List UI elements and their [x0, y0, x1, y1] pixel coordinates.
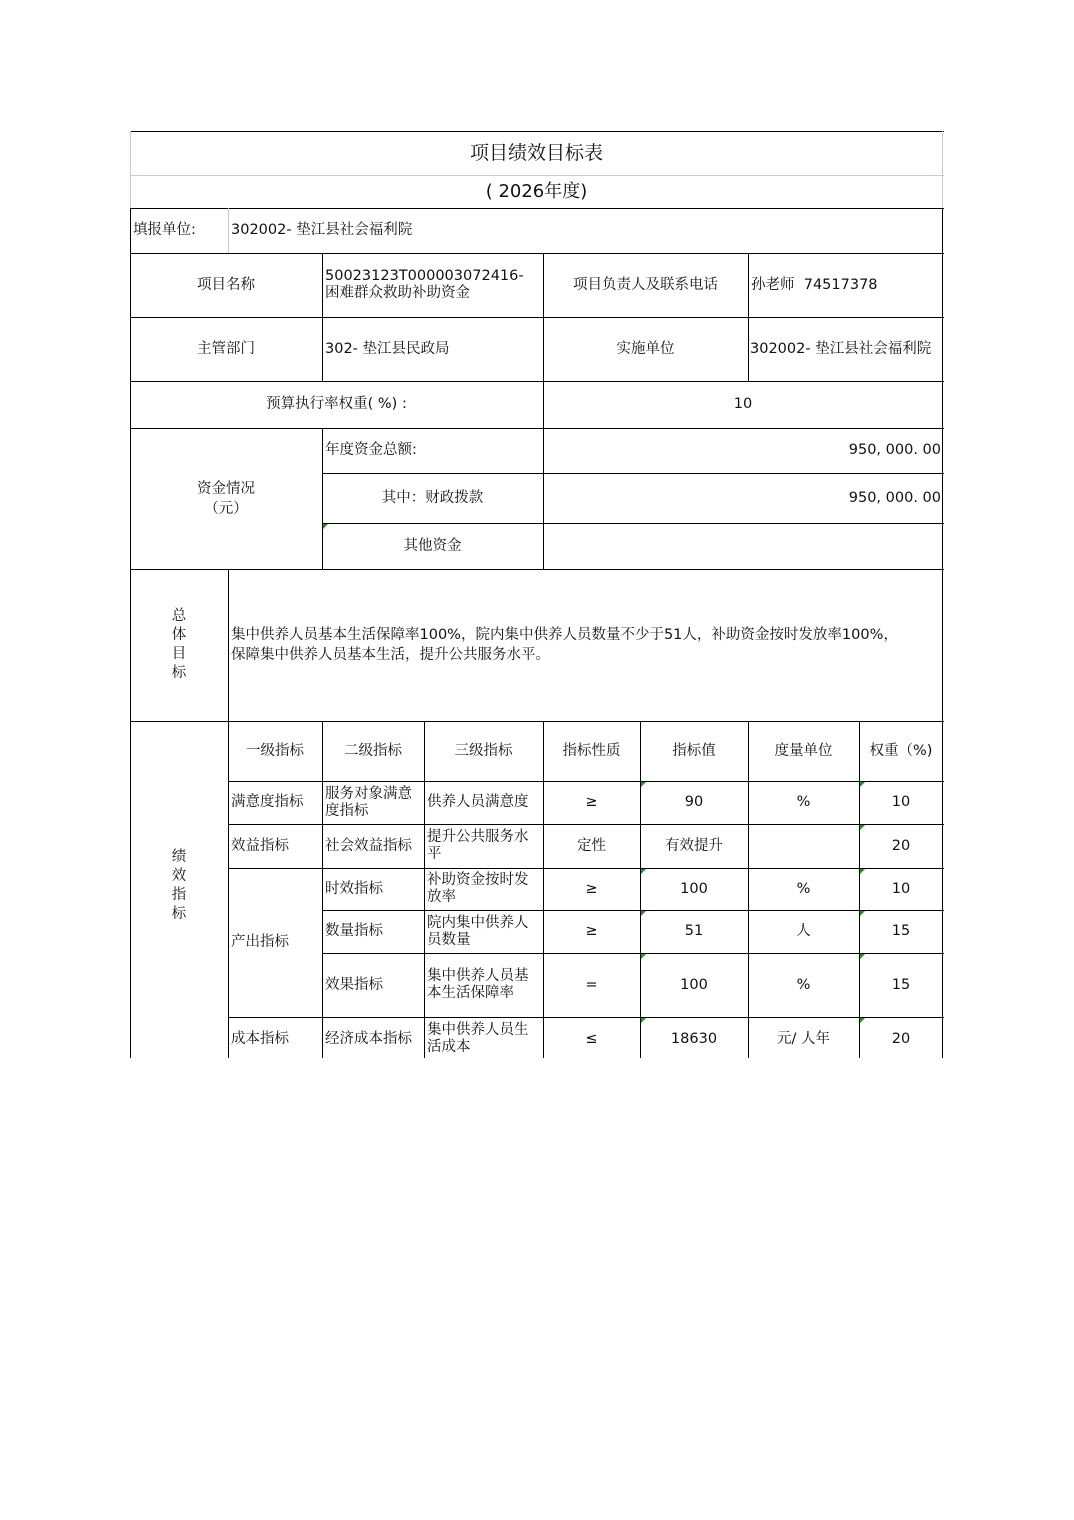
grid-line [228, 569, 229, 1058]
level2-cell: 经济成本指标 [325, 1030, 412, 1047]
cell-comment-marker [641, 954, 646, 959]
cell-comment-marker [641, 911, 646, 916]
weight-cell: 15 [891, 976, 911, 993]
impl-unit-value: 302002- 垫江县社会福利院 [750, 340, 932, 357]
grid-line [543, 381, 544, 428]
overall-goal-char: 总 [171, 608, 187, 624]
grid-line [130, 131, 944, 132]
nature-cell: 定性 [577, 837, 606, 854]
value-cell: 18630 [670, 1030, 718, 1047]
value-cell: 100 [680, 880, 708, 897]
value-cell: 51 [684, 923, 704, 939]
header-unit: 度量单位 [774, 742, 833, 759]
funds-label-line1: 资金情况 [197, 480, 255, 497]
grid-line [322, 953, 944, 954]
overall-goal-char: 标 [171, 665, 187, 681]
value-cell: 100 [680, 976, 708, 993]
grid-line [748, 253, 749, 381]
overall-goal-label [130, 569, 228, 721]
grid-line [130, 721, 944, 722]
overall-goal-char: 目 [171, 646, 187, 662]
unit-cell: 人 [796, 923, 811, 939]
grid-line [640, 721, 641, 1058]
impl-unit-label: 实施单位 [616, 340, 675, 357]
grid-line [859, 721, 860, 1058]
grid-line [130, 208, 131, 1058]
reporting-unit-label: 填报单位: [133, 222, 196, 238]
grid-line [130, 381, 944, 382]
level1-cost: 成本指标 [231, 1030, 289, 1047]
grid-line [322, 910, 944, 911]
cell-comment-marker [860, 954, 865, 959]
level3-cell: 补助资金按时发放率 [427, 872, 529, 905]
cell-comment-marker [860, 911, 865, 916]
weight-cell: 10 [891, 794, 911, 810]
grid-line [322, 473, 944, 474]
cell-comment-marker [641, 1018, 646, 1023]
grid-line [228, 781, 944, 782]
unit-cell: % [796, 794, 811, 810]
grid-line [543, 428, 544, 569]
grid-line [130, 253, 944, 254]
header-level2: 二级指标 [344, 742, 402, 759]
level1-satisfaction: 满意度指标 [231, 794, 304, 810]
cell-comment-marker [860, 869, 865, 874]
grid-line [130, 131, 131, 208]
weight-cell: 20 [891, 837, 911, 854]
level3-cell: 提升公共服务水平 [427, 829, 529, 862]
grid-line [424, 721, 425, 1058]
cell-comment-marker [641, 782, 646, 787]
nature-cell: ≥ [585, 923, 598, 939]
indicators-label [130, 721, 228, 1061]
funds-fiscal-value: 950, 000. 00 [848, 489, 941, 506]
level1-benefit: 效益指标 [231, 837, 289, 854]
grid-line [543, 253, 544, 381]
level2-cell: 社会效益指标 [325, 837, 412, 854]
grid-line [130, 208, 944, 209]
header-level1: 一级指标 [246, 742, 304, 759]
level2-cell: 效果指标 [325, 976, 383, 993]
nature-cell: ≥ [585, 794, 598, 810]
nature-cell: ≤ [585, 1030, 598, 1047]
indicators-char: 标 [171, 906, 187, 922]
funds-other-label: 其他资金 [403, 537, 462, 554]
value-cell: 有效提升 [665, 837, 723, 854]
grid-line [942, 208, 943, 1058]
funds-other-value [543, 523, 943, 569]
weight-cell: 15 [891, 923, 911, 939]
grid-line [130, 569, 944, 570]
cell-comment-marker [323, 524, 328, 529]
funds-label-line2: （元） [204, 500, 248, 517]
indicators-char: 效 [171, 868, 187, 884]
level1-output: 产出指标 [231, 934, 289, 950]
unit-cell: 元/ 人年 [777, 1030, 830, 1047]
level3-cell: 供养人员满意度 [427, 794, 529, 810]
grid-line [228, 868, 944, 869]
grid-line [228, 1017, 944, 1018]
grid-line [322, 721, 323, 1058]
funds-total-value: 950, 000. 00 [848, 442, 941, 458]
grid-line [130, 428, 944, 429]
level3-cell: 集中供养人员基本生活保障率 [427, 968, 529, 1001]
level2-cell: 数量指标 [325, 923, 383, 939]
level3-cell: 院内集中供养人员数量 [427, 914, 529, 948]
weight-cell: 20 [891, 1030, 911, 1047]
value-cell: 90 [684, 794, 704, 810]
cell-comment-marker [860, 782, 865, 787]
level2-cell: 时效指标 [325, 880, 383, 897]
cell-comment-marker [860, 1018, 865, 1023]
dept-value: 302- 垫江县民政局 [325, 340, 450, 357]
grid-line [228, 824, 944, 825]
grid-line [228, 208, 229, 253]
header-value: 指标值 [672, 742, 716, 759]
cell-comment-marker [641, 869, 646, 874]
budget-weight-value: 10 [733, 396, 753, 412]
unit-cell [748, 824, 859, 868]
funds-total-label: 年度资金总额: [325, 442, 417, 458]
grid-line [130, 175, 944, 176]
grid-line [322, 523, 944, 524]
nature-cell: = [585, 976, 598, 993]
cell-comment-marker [860, 825, 865, 830]
grid-line [322, 253, 323, 381]
reporting-unit-value: 302002- 垫江县社会福利院 [231, 222, 413, 238]
indicators-char: 指 [171, 887, 187, 903]
funds-fiscal-label: 其中：财政拨款 [381, 489, 484, 506]
grid-line [748, 721, 749, 1058]
unit-cell: % [796, 880, 811, 897]
weight-cell: 10 [891, 880, 911, 897]
overall-goal-char: 体 [171, 627, 187, 643]
header-nature: 指标性质 [562, 742, 621, 759]
grid-line [942, 131, 943, 208]
funds-label [130, 428, 322, 569]
header-level3: 三级指标 [454, 742, 513, 759]
indicators-char: 绩 [171, 849, 187, 865]
grid-line [322, 428, 323, 569]
unit-cell: % [796, 976, 811, 993]
budget-weight-label: 预算执行率权重( %) : [266, 396, 407, 412]
project-name-value: 50023123T000003072416- 困难群众救助补助资金 [325, 268, 524, 301]
header-weight: 权重（%) [869, 742, 933, 759]
overall-goal-text: 集中供养人员基本生活保障率100%，院内集中供养人员数量不少于51人，补助资金按时发放率100%，保障集中供养人员基本生活，提升公共服务水平。 [231, 627, 898, 663]
contact-label: 项目负责人及联系电话 [573, 276, 718, 293]
year-subtitle: ( 2026年度) [485, 181, 588, 202]
page-title: 项目绩效目标表 [469, 141, 603, 164]
grid-line [543, 721, 544, 1058]
level2-cell: 服务对象满意度指标 [325, 785, 412, 819]
project-name-label: 项目名称 [197, 276, 255, 293]
nature-cell: ≥ [585, 880, 598, 897]
contact-value: 孙老师 74517378 [751, 276, 878, 293]
dept-label: 主管部门 [197, 340, 255, 357]
grid-line [130, 317, 944, 318]
level3-cell: 集中供养人员生活成本 [427, 1022, 529, 1055]
